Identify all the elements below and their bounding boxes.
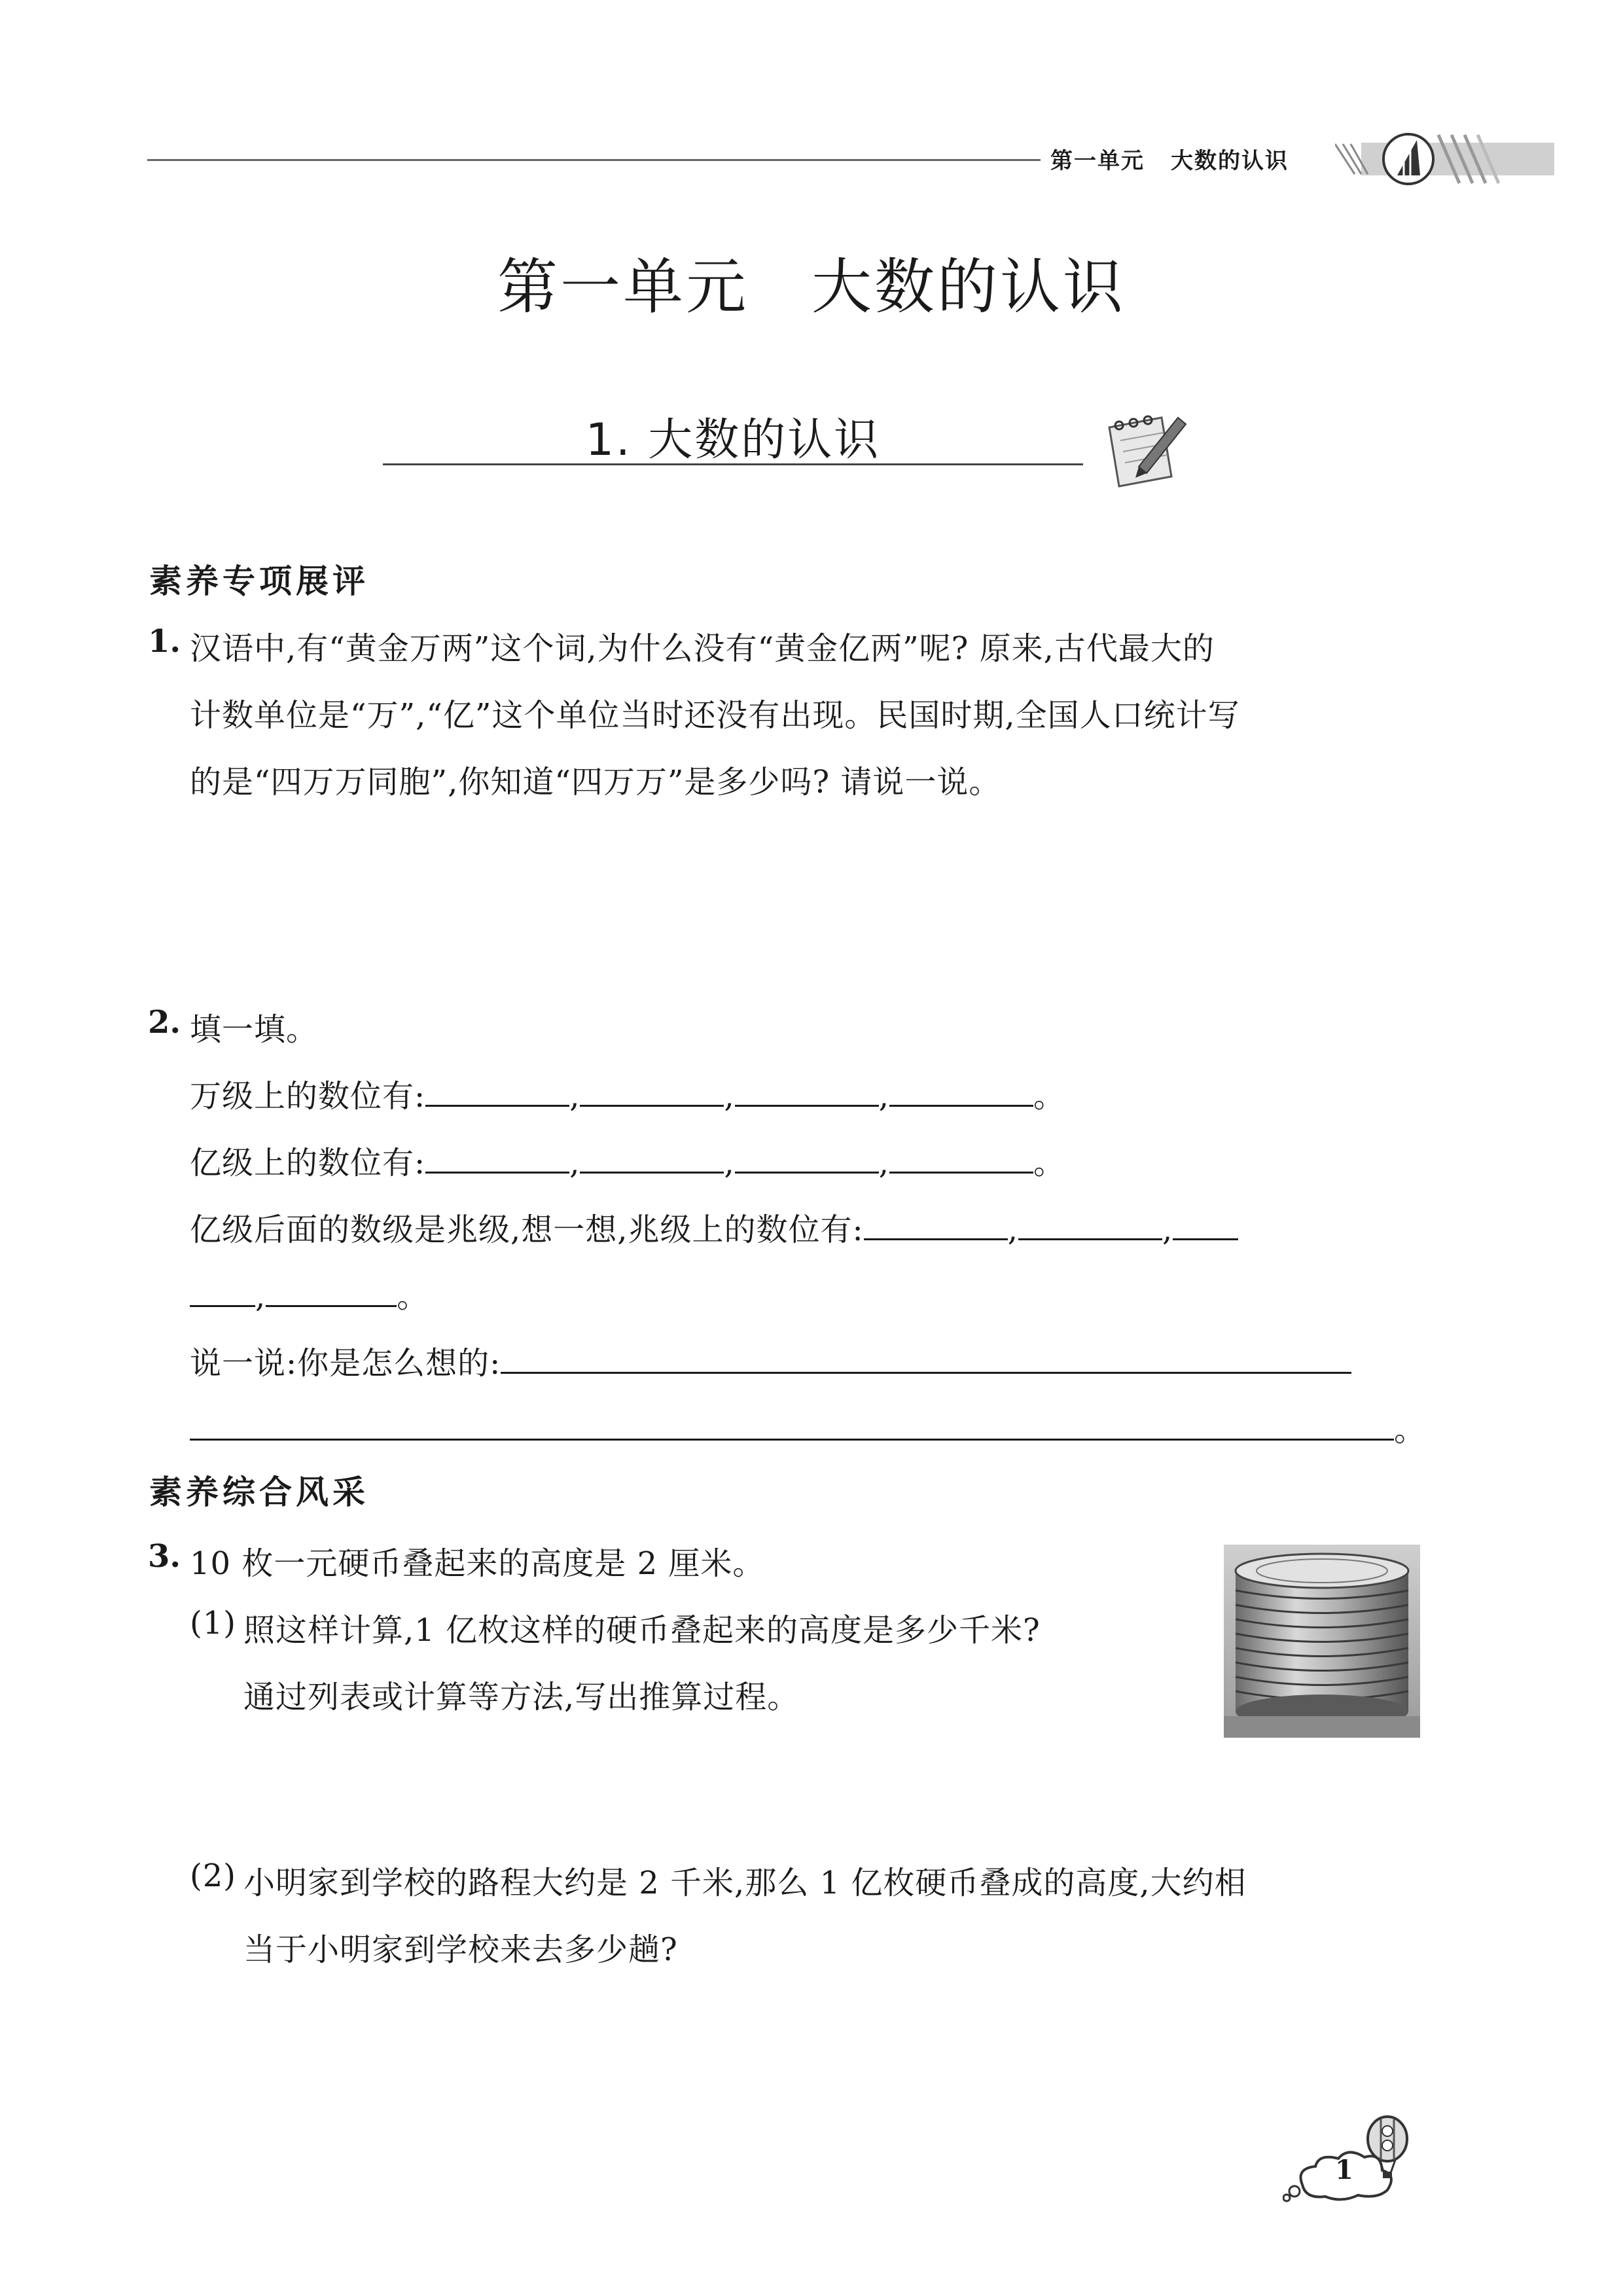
q1-line-1: 汉语中,有“黄金万两”这个词,为什么没有“黄金亿两”呢? 原来,古代最大的 (190, 630, 1215, 667)
answer-blank[interactable] (1173, 1216, 1238, 1240)
q2-number: 2. (148, 1004, 181, 1041)
q3-number: 3. (148, 1538, 181, 1575)
answer-blank[interactable] (889, 1149, 1033, 1174)
q2-zhao-row: 亿级后面的数级是兆级,想一想,兆级上的数位有: , , (190, 1204, 1238, 1249)
q1-line-3: 的是“四万万同胞”,你知道“四万万”是多少吗? 请说一说。 (190, 764, 1001, 800)
lesson-title: 1. 大数的认识 (585, 414, 881, 466)
unit-title-part2: 大数的认识 (812, 252, 1126, 322)
section-title-2: 素养综合风采 (149, 1473, 369, 1511)
q3-intro: 10 枚一元硬币叠起来的高度是 2 厘米。 (190, 1545, 765, 1582)
unit-title-part1: 第一单元 (497, 252, 749, 322)
q3-sub1-label: (1) (190, 1605, 236, 1641)
q1-line-2: 计数单位是“万”,“亿”这个单位当时还没有出现。民国时期,全国人口统计写 (190, 697, 1240, 734)
header-unit: 第一单元 (1050, 148, 1145, 174)
q2-yi-label: 亿级上的数位有: (190, 1145, 426, 1181)
answer-blank[interactable] (425, 1149, 569, 1174)
answer-blank[interactable] (1018, 1216, 1162, 1240)
answer-blank[interactable] (735, 1083, 879, 1107)
q1-number: 1. (148, 623, 181, 660)
answer-blank[interactable] (425, 1083, 569, 1107)
answer-blank[interactable] (266, 1283, 397, 1307)
answer-blank[interactable] (501, 1350, 1351, 1374)
running-header (1050, 143, 1289, 175)
answer-blank[interactable] (864, 1216, 1008, 1240)
answer-blank[interactable] (190, 1283, 255, 1307)
q3-sub2-line-2: 当于小明家到学校来去多少趟? (243, 1931, 678, 1968)
notepad-pencil-icon (1099, 404, 1191, 490)
q2-zhao-label: 亿级后面的数级是兆级,想一想,兆级上的数位有: (190, 1211, 864, 1248)
answer-blank[interactable] (889, 1083, 1033, 1107)
q2-wan-row: 万级上的数位有: , , , 。 (190, 1078, 1065, 1115)
q2-yi-row: 亿级上的数位有: , , , 。 (190, 1145, 1065, 1181)
q2-zhao-row-cont: , 。 (190, 1271, 429, 1316)
q3-sub1-line-2: 通过列表或计算等方法,写出推算过程。 (243, 1679, 800, 1715)
header-topic: 大数的认识 (1171, 148, 1289, 174)
header-rule (147, 159, 1041, 161)
q2-explain-row (190, 1338, 1351, 1383)
page-number: 1 (1335, 2155, 1353, 2185)
header-decoration-icon (1335, 128, 1554, 190)
unit-title (0, 239, 1623, 325)
q2-explain-row-cont: 。 (190, 1405, 1426, 1450)
answer-blank[interactable] (580, 1149, 724, 1174)
coin-stack-photo (1224, 1545, 1420, 1738)
q3-sub1-line-1: 照这样计算,1 亿枚这样的硬币叠起来的高度是多少千米? (243, 1612, 1041, 1649)
answer-blank[interactable] (190, 1416, 1394, 1441)
q3-sub2-line-1: 小明家到学校的路程大约是 2 千米,那么 1 亿枚硬币叠成的高度,大约相 (243, 1865, 1247, 1901)
section-title-1: 素养专项展评 (149, 562, 369, 600)
answer-blank[interactable] (580, 1083, 724, 1107)
q2-wan-label: 万级上的数位有: (190, 1078, 426, 1115)
lesson-title-rule (383, 463, 1083, 465)
q2-explain-label: 说一说:你是怎么想的: (190, 1345, 501, 1382)
balloon-cloud-icon (1283, 2113, 1433, 2211)
q2-prompt: 填一填。 (190, 1011, 319, 1048)
q3-sub2-label: (2) (190, 1857, 236, 1894)
answer-blank[interactable] (735, 1149, 879, 1174)
